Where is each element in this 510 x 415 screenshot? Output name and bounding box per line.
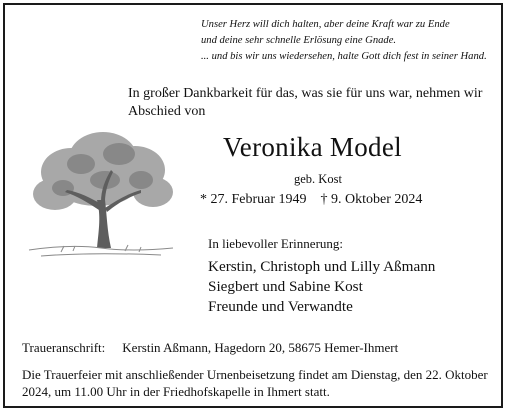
address-value: Kerstin Aßmann, Hagedorn 20, 58675 Hemer-Ihmert [122,340,399,355]
deceased-name: Veronika Model [223,132,402,162]
poem-line: Unser Herz will dich halten, aber deine Kraft war zu Ende [201,19,450,30]
life-dates [200,191,422,209]
mourners-list [208,257,435,317]
tree-icon [21,124,179,264]
memory-label: In liebevoller Erinnerung: [208,236,344,251]
list-item: Freunde und Verwandte [208,298,353,315]
poem-line: ... und bis wir uns wiedersehen, halte Gott dich fest in seiner Hand. [201,51,487,62]
birth-name: geb. Kost [294,172,342,186]
birth-date: * 27. Februar 1949 [200,192,307,207]
poem [201,17,487,65]
poem-line: und deine sehr schnelle Erlösung eine Gnade. [201,35,397,46]
obituary-notice [3,3,503,408]
mourning-address [22,340,398,356]
address-label: Traueranschrift: [22,340,106,355]
ceremony-details: Die Trauerfeier mit anschließender Urnenbeisetzung findet am Dienstag, den 22. Oktober 2024, um 11.00 Uhr in der Friedhofskapelle in Ihmert statt. [22,367,488,399]
list-item: Siegbert und Sabine Kost [208,278,363,295]
death-date: † 9. Oktober 2024 [320,192,423,207]
intro-text: In großer Dankbarkeit für das, was sie für uns war, nehmen wir Abschied von [128,86,483,119]
list-item: Kerstin, Christoph und Lilly Aßmann [208,258,436,275]
